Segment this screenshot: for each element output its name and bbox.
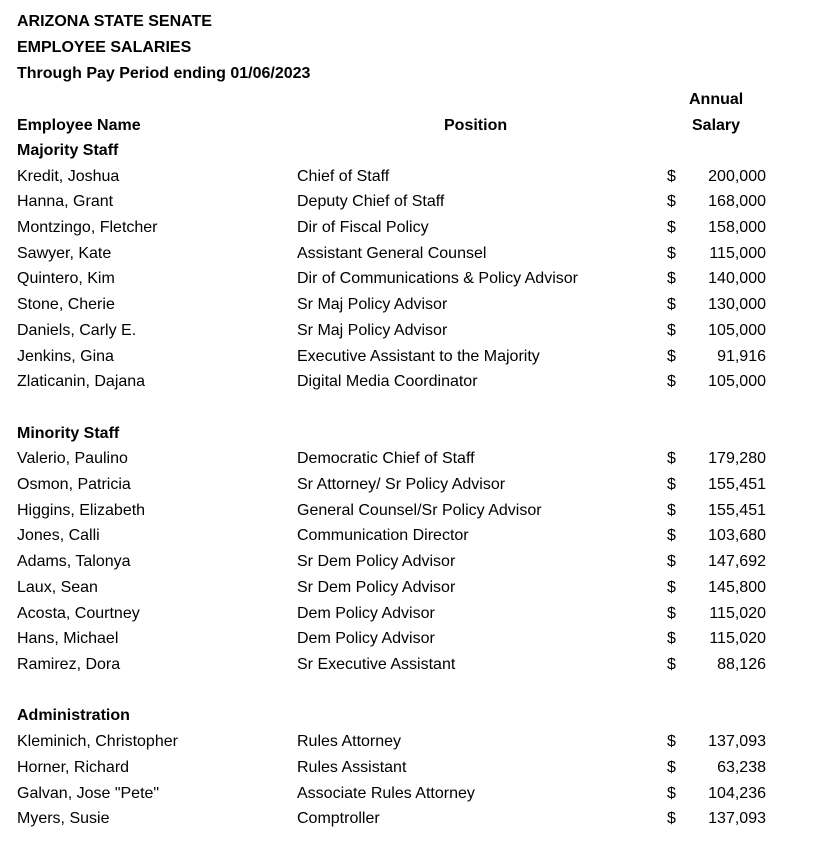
employee-name: Acosta, Courtney bbox=[17, 605, 140, 622]
employee-position: Rules Attorney bbox=[297, 733, 402, 750]
employee-name: Jenkins, Gina bbox=[17, 348, 114, 365]
annual-salary: 88,126 bbox=[717, 656, 766, 673]
currency-symbol: $ bbox=[667, 630, 676, 647]
annual-salary: 168,000 bbox=[708, 193, 766, 210]
employee-position: Sr Dem Policy Advisor bbox=[297, 579, 456, 596]
employee-position: General Counsel/Sr Policy Advisor bbox=[297, 502, 542, 519]
section-title: Majority Staff bbox=[17, 142, 119, 159]
currency-symbol: $ bbox=[667, 245, 676, 262]
employee-name: Ramirez, Dora bbox=[17, 656, 121, 673]
employee-name: Higgins, Elizabeth bbox=[17, 502, 146, 519]
annual-salary: 147,692 bbox=[708, 553, 766, 570]
currency-symbol: $ bbox=[667, 373, 676, 390]
employee-position: Comptroller bbox=[297, 810, 380, 827]
table-row bbox=[0, 321, 832, 341]
table-row bbox=[0, 244, 832, 264]
currency-symbol: $ bbox=[667, 476, 676, 493]
employee-position: Sr Attorney/ Sr Policy Advisor bbox=[297, 476, 506, 493]
table-row bbox=[0, 552, 832, 572]
employee-position: Deputy Chief of Staff bbox=[297, 193, 445, 210]
annual-salary: 158,000 bbox=[708, 219, 766, 236]
table-row bbox=[0, 526, 832, 546]
annual-salary: 115,020 bbox=[709, 605, 766, 622]
currency-symbol: $ bbox=[667, 502, 676, 519]
employee-name: Valerio, Paulino bbox=[17, 450, 128, 467]
table-row bbox=[0, 475, 832, 495]
annual-salary: 115,020 bbox=[709, 630, 766, 647]
employee-name: Kleminich, Christopher bbox=[17, 733, 178, 750]
annual-salary: 105,000 bbox=[708, 373, 766, 390]
annual-salary: 155,451 bbox=[708, 476, 766, 493]
annual-salary: 137,093 bbox=[708, 733, 766, 750]
table-row bbox=[0, 809, 832, 829]
position-header: Position bbox=[444, 117, 508, 134]
employee-position: Associate Rules Attorney bbox=[297, 785, 475, 802]
annual-salary: 140,000 bbox=[708, 270, 766, 287]
currency-symbol: $ bbox=[667, 553, 676, 570]
table-row bbox=[0, 501, 832, 521]
employee-name: Jones, Calli bbox=[17, 527, 100, 544]
currency-symbol: $ bbox=[667, 733, 676, 750]
employee-name: Horner, Richard bbox=[17, 759, 130, 776]
employee-name: Montzingo, Fletcher bbox=[17, 219, 158, 236]
salary-header-line2: Salary bbox=[692, 117, 741, 134]
employee-name: Kredit, Joshua bbox=[17, 168, 120, 185]
employee-name: Myers, Susie bbox=[17, 810, 110, 827]
salary-header-line1: Annual bbox=[689, 91, 744, 108]
document-title: ARIZONA STATE SENATE bbox=[17, 13, 212, 30]
employee-position: Chief of Staff bbox=[297, 168, 390, 185]
annual-salary: 103,680 bbox=[708, 527, 766, 544]
table-row bbox=[0, 167, 832, 187]
employee-name: Galvan, Jose "Pete" bbox=[17, 785, 160, 802]
section-title: Minority Staff bbox=[17, 425, 120, 442]
table-row bbox=[0, 732, 832, 752]
employee-position: Dem Policy Advisor bbox=[297, 605, 435, 622]
pay-period-label: Through Pay Period ending 01/06/2023 bbox=[17, 65, 311, 82]
annual-salary: 137,093 bbox=[708, 810, 766, 827]
employee-name: Laux, Sean bbox=[17, 579, 98, 596]
employee-position: Sr Maj Policy Advisor bbox=[297, 322, 448, 339]
table-row bbox=[0, 269, 832, 289]
employee-position: Dir of Communications & Policy Advisor bbox=[297, 270, 578, 287]
currency-symbol: $ bbox=[667, 810, 676, 827]
employee-name: Zlaticanin, Dajana bbox=[17, 373, 146, 390]
employee-position: Executive Assistant to the Majority bbox=[297, 348, 540, 365]
section-title: Administration bbox=[17, 707, 130, 724]
currency-symbol: $ bbox=[667, 270, 676, 287]
table-row bbox=[0, 295, 832, 315]
employee-position: Democratic Chief of Staff bbox=[297, 450, 475, 467]
currency-symbol: $ bbox=[667, 322, 676, 339]
currency-symbol: $ bbox=[667, 527, 676, 544]
employee-name: Sawyer, Kate bbox=[17, 245, 112, 262]
table-row bbox=[0, 758, 832, 778]
document-subtitle: EMPLOYEE SALARIES bbox=[17, 39, 192, 56]
employee-name: Stone, Cherie bbox=[17, 296, 115, 313]
table-row bbox=[0, 372, 832, 392]
currency-symbol: $ bbox=[667, 785, 676, 802]
annual-salary: 155,451 bbox=[708, 502, 766, 519]
currency-symbol: $ bbox=[667, 348, 676, 365]
employee-name: Adams, Talonya bbox=[17, 553, 131, 570]
table-row bbox=[0, 192, 832, 212]
employee-position: Dir of Fiscal Policy bbox=[297, 219, 429, 236]
annual-salary: 179,280 bbox=[708, 450, 766, 467]
employee-name-header: Employee Name bbox=[17, 117, 141, 134]
employee-name: Hanna, Grant bbox=[17, 193, 114, 210]
table-row bbox=[0, 218, 832, 238]
employee-name: Hans, Michael bbox=[17, 630, 119, 647]
employee-position: Communication Director bbox=[297, 527, 469, 544]
annual-salary: 105,000 bbox=[708, 322, 766, 339]
table-row bbox=[0, 604, 832, 624]
employee-name: Quintero, Kim bbox=[17, 270, 115, 287]
annual-salary: 200,000 bbox=[708, 168, 766, 185]
annual-salary: 145,800 bbox=[708, 579, 766, 596]
table-row bbox=[0, 655, 832, 675]
table-row bbox=[0, 578, 832, 598]
annual-salary: 130,000 bbox=[708, 296, 766, 313]
annual-salary: 104,236 bbox=[708, 785, 766, 802]
employee-position: Digital Media Coordinator bbox=[297, 373, 478, 390]
employee-position: Dem Policy Advisor bbox=[297, 630, 435, 647]
employee-name: Daniels, Carly E. bbox=[17, 322, 137, 339]
currency-symbol: $ bbox=[667, 605, 676, 622]
table-row bbox=[0, 347, 832, 367]
employee-position: Sr Executive Assistant bbox=[297, 656, 456, 673]
currency-symbol: $ bbox=[667, 168, 676, 185]
currency-symbol: $ bbox=[667, 579, 676, 596]
currency-symbol: $ bbox=[667, 193, 676, 210]
annual-salary: 115,000 bbox=[709, 245, 766, 262]
currency-symbol: $ bbox=[667, 296, 676, 313]
table-row bbox=[0, 449, 832, 469]
employee-name: Osmon, Patricia bbox=[17, 476, 131, 493]
employee-position: Sr Maj Policy Advisor bbox=[297, 296, 448, 313]
table-row bbox=[0, 629, 832, 649]
annual-salary: 91,916 bbox=[717, 348, 766, 365]
currency-symbol: $ bbox=[667, 759, 676, 776]
currency-symbol: $ bbox=[667, 219, 676, 236]
currency-symbol: $ bbox=[667, 450, 676, 467]
table-row bbox=[0, 784, 832, 804]
employee-position: Rules Assistant bbox=[297, 759, 407, 776]
employee-position: Assistant General Counsel bbox=[297, 245, 487, 262]
currency-symbol: $ bbox=[667, 656, 676, 673]
annual-salary: 63,238 bbox=[717, 759, 766, 776]
employee-position: Sr Dem Policy Advisor bbox=[297, 553, 456, 570]
